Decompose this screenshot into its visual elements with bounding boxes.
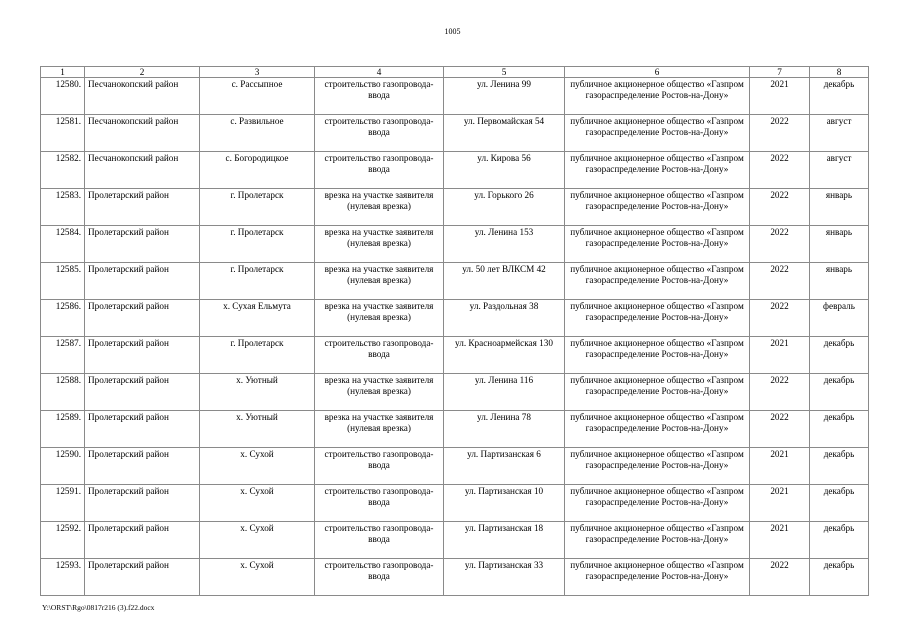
district-cell: Пролетарский район	[85, 559, 200, 596]
header-cell: 4	[315, 67, 444, 78]
year-cell: 2022	[750, 300, 810, 337]
address-cell: ул. Ленина 78	[444, 411, 565, 448]
work-type-cell: строительство газопровода-ввода	[315, 115, 444, 152]
year-cell: 2022	[750, 189, 810, 226]
row-number: 12587.	[41, 337, 85, 374]
row-number: 12593.	[41, 559, 85, 596]
district-cell: Пролетарский район	[85, 411, 200, 448]
settlement-cell: г. Пролетарск	[200, 189, 315, 226]
organization-cell: публичное акционерное общество «Газпром газораспределение Ростов-на-Дону»	[565, 337, 750, 374]
header-cell: 5	[444, 67, 565, 78]
header-cell: 1	[41, 67, 85, 78]
row-number: 12592.	[41, 522, 85, 559]
table-row	[41, 522, 869, 559]
year-cell: 2022	[750, 559, 810, 596]
table-row	[41, 189, 869, 226]
row-number: 12584.	[41, 226, 85, 263]
month-cell: декабрь	[810, 485, 869, 522]
work-type-cell: врезка на участке заявителя (нулевая врезка)	[315, 411, 444, 448]
table-row	[41, 411, 869, 448]
year-cell: 2022	[750, 374, 810, 411]
table-row	[41, 337, 869, 374]
month-cell: декабрь	[810, 411, 869, 448]
year-cell: 2021	[750, 448, 810, 485]
work-type-cell: строительство газопровода-ввода	[315, 152, 444, 189]
settlement-cell: с. Богородицкое	[200, 152, 315, 189]
row-number: 12581.	[41, 115, 85, 152]
address-cell: ул. Партизанская 10	[444, 485, 565, 522]
work-type-cell: строительство газопровода-ввода	[315, 522, 444, 559]
month-cell: декабрь	[810, 337, 869, 374]
table-row	[41, 226, 869, 263]
district-cell: Пролетарский район	[85, 485, 200, 522]
settlement-cell: х. Сухой	[200, 448, 315, 485]
organization-cell: публичное акционерное общество «Газпром газораспределение Ростов-на-Дону»	[565, 522, 750, 559]
settlement-cell: х. Сухой	[200, 559, 315, 596]
year-cell: 2021	[750, 485, 810, 522]
district-cell: Пролетарский район	[85, 374, 200, 411]
address-cell: ул. Красноармейская 130	[444, 337, 565, 374]
settlement-cell: х. Сухой	[200, 522, 315, 559]
settlement-cell: х. Уютный	[200, 374, 315, 411]
month-cell: декабрь	[810, 78, 869, 115]
header-cell: 2	[85, 67, 200, 78]
address-cell: ул. Горького 26	[444, 189, 565, 226]
address-cell: ул. Первомайская 54	[444, 115, 565, 152]
work-type-cell: строительство газопровода-ввода	[315, 337, 444, 374]
organization-cell: публичное акционерное общество «Газпром газораспределение Ростов-на-Дону»	[565, 559, 750, 596]
district-cell: Пролетарский район	[85, 337, 200, 374]
table-row	[41, 485, 869, 522]
year-cell: 2021	[750, 522, 810, 559]
work-type-cell: строительство газопровода-ввода	[315, 559, 444, 596]
table-row	[41, 374, 869, 411]
header-cell: 6	[565, 67, 750, 78]
header-cell: 7	[750, 67, 810, 78]
address-cell: ул. Ленина 116	[444, 374, 565, 411]
table-row	[41, 448, 869, 485]
month-cell: февраль	[810, 300, 869, 337]
district-cell: Песчанокопский район	[85, 78, 200, 115]
month-cell: декабрь	[810, 522, 869, 559]
organization-cell: публичное акционерное общество «Газпром газораспределение Ростов-на-Дону»	[565, 411, 750, 448]
table-row	[41, 263, 869, 300]
organization-cell: публичное акционерное общество «Газпром газораспределение Ростов-на-Дону»	[565, 485, 750, 522]
page-number: 1005	[444, 27, 461, 36]
table-body	[41, 78, 869, 596]
settlement-cell: г. Пролетарск	[200, 226, 315, 263]
row-number: 12588.	[41, 374, 85, 411]
work-type-cell: врезка на участке заявителя (нулевая врезка)	[315, 189, 444, 226]
district-cell: Пролетарский район	[85, 189, 200, 226]
work-type-cell: врезка на участке заявителя (нулевая врезка)	[315, 300, 444, 337]
organization-cell: публичное акционерное общество «Газпром газораспределение Ростов-на-Дону»	[565, 78, 750, 115]
address-cell: ул. Кирова 56	[444, 152, 565, 189]
header-cell: 8	[810, 67, 869, 78]
address-cell: ул. Ленина 153	[444, 226, 565, 263]
row-number: 12582.	[41, 152, 85, 189]
district-cell: Пролетарский район	[85, 448, 200, 485]
address-cell: ул. Раздольная 38	[444, 300, 565, 337]
address-cell: ул. 50 лет ВЛКСМ 42	[444, 263, 565, 300]
work-type-cell: врезка на участке заявителя (нулевая врезка)	[315, 374, 444, 411]
month-cell: декабрь	[810, 448, 869, 485]
address-cell: ул. Партизанская 6	[444, 448, 565, 485]
table-row	[41, 115, 869, 152]
year-cell: 2022	[750, 263, 810, 300]
month-cell: декабрь	[810, 559, 869, 596]
year-cell: 2021	[750, 78, 810, 115]
year-cell: 2022	[750, 411, 810, 448]
table-row	[41, 78, 869, 115]
table-row	[41, 152, 869, 189]
row-number: 12580.	[41, 78, 85, 115]
address-cell: ул. Партизанская 18	[444, 522, 565, 559]
row-number: 12585.	[41, 263, 85, 300]
footer-file-path: Y:\ORST\Rgo\0817r216 (3).f22.docx	[42, 603, 155, 612]
work-type-cell: строительство газопровода-ввода	[315, 485, 444, 522]
year-cell: 2022	[750, 115, 810, 152]
settlement-cell: г. Пролетарск	[200, 263, 315, 300]
organization-cell: публичное акционерное общество «Газпром газораспределение Ростов-на-Дону»	[565, 226, 750, 263]
settlement-cell: г. Пролетарск	[200, 337, 315, 374]
month-cell: январь	[810, 226, 869, 263]
district-cell: Пролетарский район	[85, 300, 200, 337]
address-cell: ул. Ленина 99	[444, 78, 565, 115]
row-number: 12590.	[41, 448, 85, 485]
district-cell: Песчанокопский район	[85, 115, 200, 152]
row-number: 12589.	[41, 411, 85, 448]
settlement-cell: с. Развильное	[200, 115, 315, 152]
header-row	[41, 67, 869, 78]
row-number: 12586.	[41, 300, 85, 337]
month-cell: декабрь	[810, 374, 869, 411]
header-cell: 3	[200, 67, 315, 78]
row-number: 12591.	[41, 485, 85, 522]
year-cell: 2022	[750, 152, 810, 189]
row-number: 12583.	[41, 189, 85, 226]
month-cell: январь	[810, 263, 869, 300]
organization-cell: публичное акционерное общество «Газпром газораспределение Ростов-на-Дону»	[565, 374, 750, 411]
month-cell: январь	[810, 189, 869, 226]
work-type-cell: врезка на участке заявителя (нулевая врезка)	[315, 226, 444, 263]
organization-cell: публичное акционерное общество «Газпром газораспределение Ростов-на-Дону»	[565, 152, 750, 189]
work-type-cell: врезка на участке заявителя (нулевая врезка)	[315, 263, 444, 300]
month-cell: август	[810, 152, 869, 189]
settlement-cell: х. Сухая Ельмута	[200, 300, 315, 337]
work-type-cell: строительство газопровода-ввода	[315, 448, 444, 485]
district-cell: Пролетарский район	[85, 263, 200, 300]
settlement-cell: х. Уютный	[200, 411, 315, 448]
district-cell: Пролетарский район	[85, 226, 200, 263]
register-table	[40, 66, 869, 596]
district-cell: Песчанокопский район	[85, 152, 200, 189]
table-row	[41, 559, 869, 596]
settlement-cell: с. Рассыпное	[200, 78, 315, 115]
organization-cell: публичное акционерное общество «Газпром газораспределение Ростов-на-Дону»	[565, 189, 750, 226]
year-cell: 2021	[750, 337, 810, 374]
year-cell: 2022	[750, 226, 810, 263]
settlement-cell: х. Сухой	[200, 485, 315, 522]
month-cell: август	[810, 115, 869, 152]
address-cell: ул. Партизанская 33	[444, 559, 565, 596]
district-cell: Пролетарский район	[85, 522, 200, 559]
work-type-cell: строительство газопровода-ввода	[315, 78, 444, 115]
table-row	[41, 300, 869, 337]
organization-cell: публичное акционерное общество «Газпром газораспределение Ростов-на-Дону»	[565, 448, 750, 485]
organization-cell: публичное акционерное общество «Газпром газораспределение Ростов-на-Дону»	[565, 263, 750, 300]
organization-cell: публичное акционерное общество «Газпром газораспределение Ростов-на-Дону»	[565, 300, 750, 337]
organization-cell: публичное акционерное общество «Газпром газораспределение Ростов-на-Дону»	[565, 115, 750, 152]
